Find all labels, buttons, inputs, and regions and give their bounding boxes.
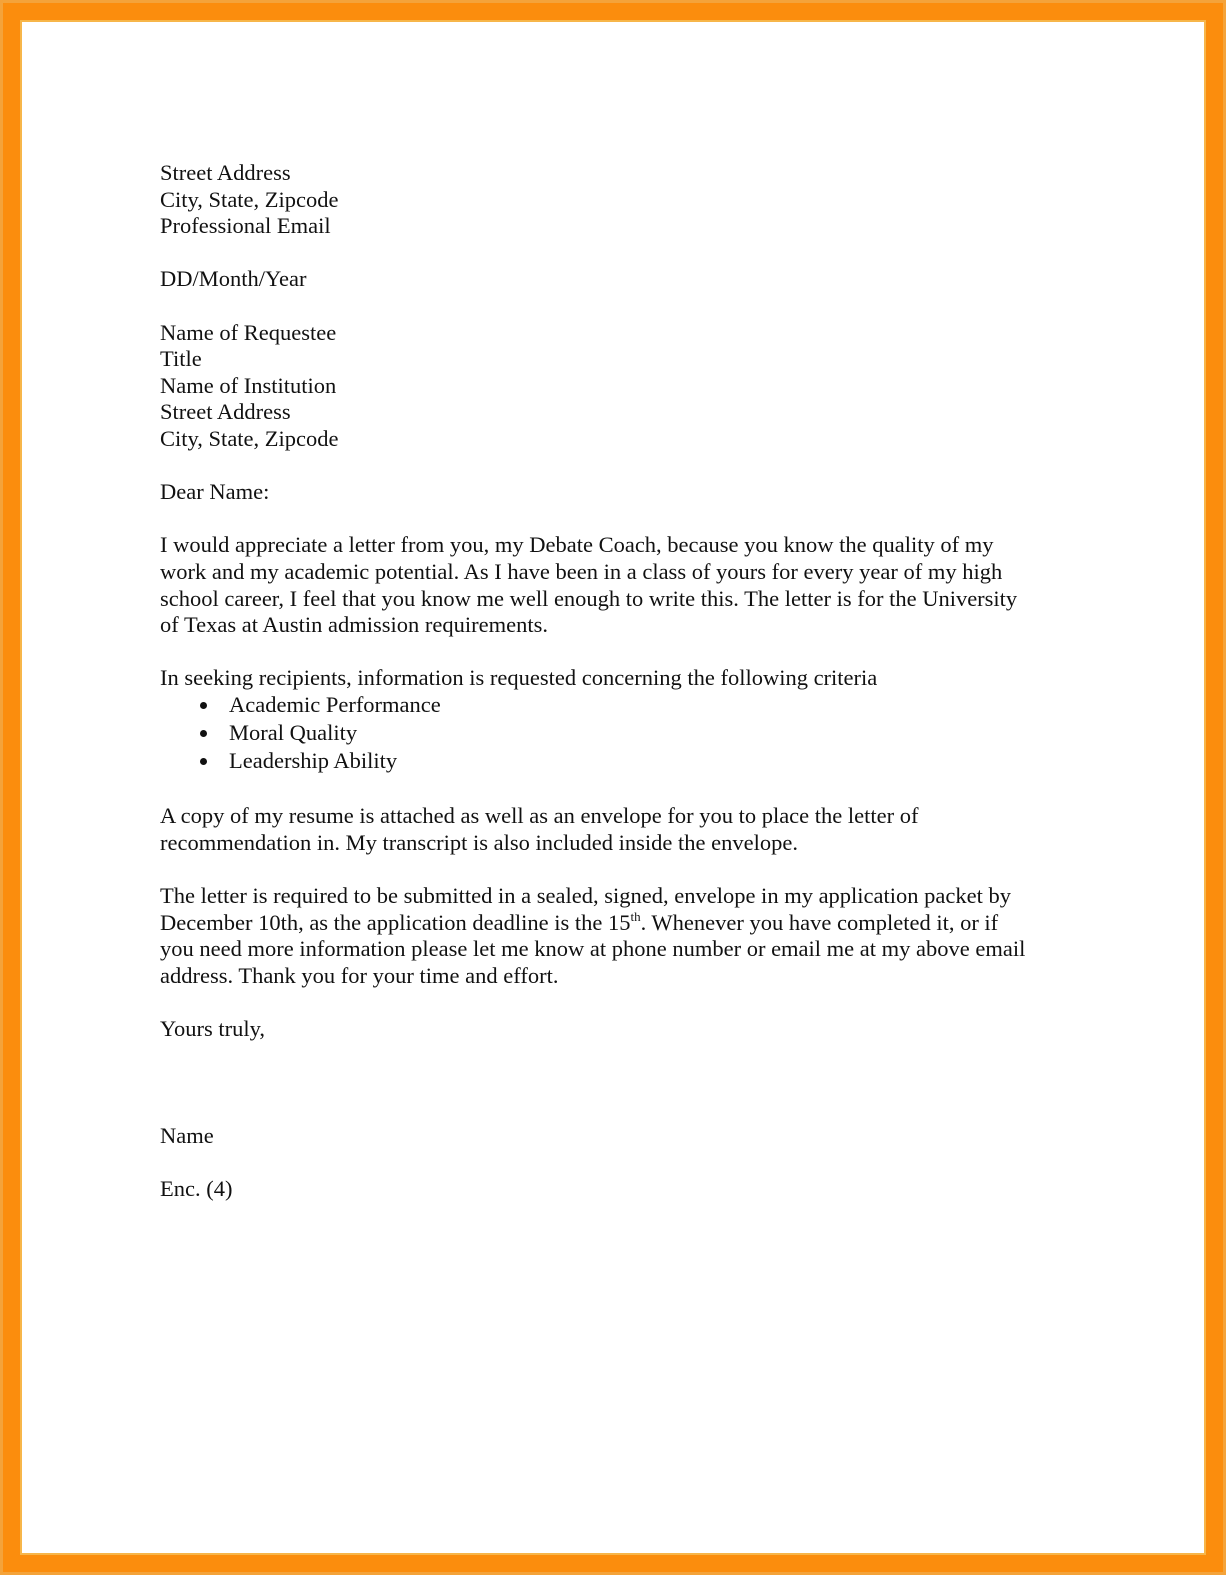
closing: Yours truly, (160, 1016, 266, 1042)
recipient-street: Street Address (160, 399, 291, 425)
paragraph-2-line: A copy of my resume is attached as well as an envelope for you to place the letter of (160, 803, 919, 829)
paragraph-1-line: I would appreciate a letter from you, my Debate Coach, because you know the quality of my (160, 532, 994, 558)
criteria-item: Moral Quality (160, 720, 1080, 748)
salutation: Dear Name: (160, 479, 270, 505)
criteria-item: Leadership Ability (160, 748, 1080, 776)
ordinal-superscript: th (630, 908, 641, 924)
bullet-icon (200, 758, 207, 765)
paragraph-3-line: December 10th, as the application deadline is the 15th. Whenever you have completed it, or if (160, 908, 999, 935)
recipient-institution: Name of Institution (160, 372, 337, 398)
sender-city: City, State, Zipcode (160, 186, 339, 212)
sender-street: Street Address (160, 160, 291, 185)
paragraph-3-line: you need more information please let me know at phone number or email me at my above email (160, 936, 1026, 962)
paragraph-1-line: school career, I feel that you know me well enough to write this. The letter is for the University (160, 585, 1018, 611)
recipient-title: Title (160, 346, 202, 372)
criteria-intro: In seeking recipients, information is requested concerning the following criteria (160, 665, 878, 691)
letter-body (160, 160, 1080, 1202)
paragraph-3-line: address. Thank you for your time and effort. (160, 962, 559, 988)
signature-name: Name (160, 1122, 214, 1148)
bullet-icon (200, 702, 207, 709)
recipient-name: Name of Requestee (160, 319, 337, 345)
criteria-item: Academic Performance (160, 692, 1080, 720)
letter-date: DD/Month/Year (160, 266, 307, 292)
bullet-icon (200, 730, 207, 737)
paragraph-2-line: recommendation in. My transcript is also included inside the envelope. (160, 829, 798, 855)
paragraph-3-line: The letter is required to be submitted in a sealed, signed, envelope in my application packet by (160, 883, 1011, 909)
enclosures: Enc. (4) (160, 1175, 233, 1201)
paragraph-1-line: of Texas at Austin admission requirements. (160, 612, 548, 638)
recipient-city: City, State, Zipcode (160, 425, 339, 451)
paragraph-1-line: work and my academic potential. As I have been in a class of yours for every year of my high (160, 558, 1003, 584)
sender-email: Professional Email (160, 213, 331, 239)
